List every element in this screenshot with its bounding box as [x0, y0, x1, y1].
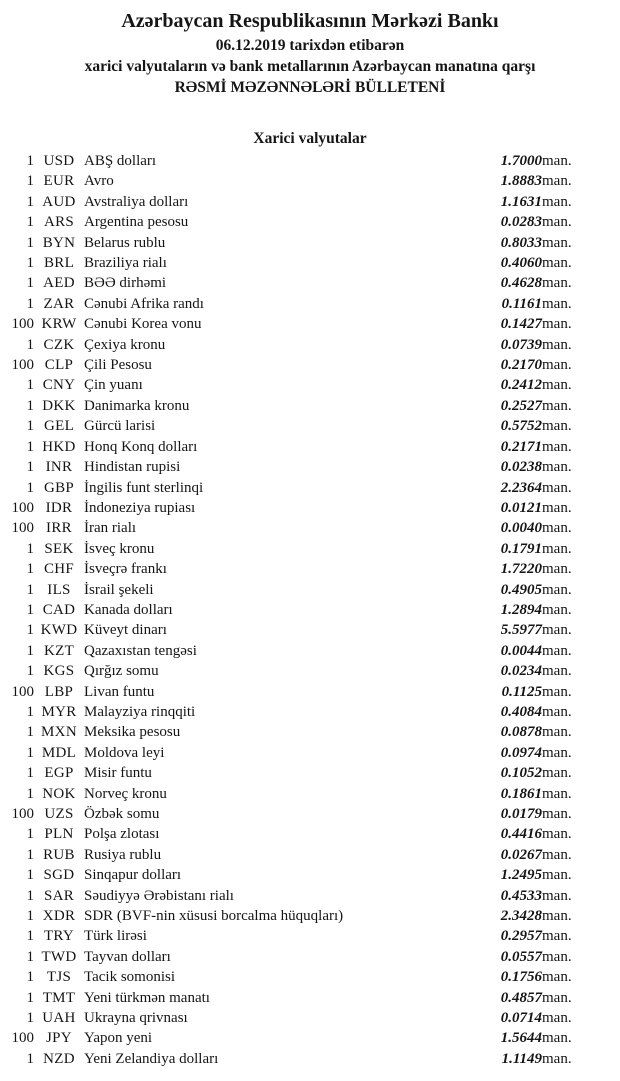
currency-quantity: 1 [26, 214, 34, 231]
currency-row [0, 845, 620, 865]
rate-value: 2.3428 [500, 908, 542, 925]
currency-quantity: 1 [26, 1050, 34, 1067]
rate-unit: man. [542, 397, 572, 414]
rate-value: 0.0974 [500, 744, 542, 761]
currency-code: UZS [44, 806, 74, 822]
currency-quantity: 1 [26, 785, 34, 802]
rate-unit: man. [542, 193, 572, 210]
currency-quantity: 1 [26, 377, 34, 394]
currency-quantity: 1 [26, 846, 34, 863]
rate-value: 0.1125 [501, 683, 542, 700]
rate-value: 1.7220 [500, 561, 542, 578]
rate-unit: man. [542, 357, 572, 374]
currency-quantity: 1 [26, 826, 34, 843]
currency-code: TWD [41, 948, 77, 965]
currency-row [0, 518, 620, 538]
currency-code: MXN [41, 724, 77, 741]
rate-unit: man. [542, 459, 572, 476]
currency-code: GBP [43, 479, 75, 496]
currency-row [0, 967, 620, 987]
rate-unit: man. [542, 275, 572, 292]
currency-name: Argentina pesosu [84, 214, 189, 231]
currency-code: EUR [43, 173, 75, 190]
currency-code: AED [43, 275, 75, 292]
rate-unit: man. [542, 153, 572, 169]
rate-unit: man. [542, 908, 572, 925]
currency-rates-body [0, 151, 620, 1069]
rate-value: 0.1756 [500, 969, 542, 986]
rate-unit: man. [542, 826, 572, 843]
currency-name: Malayziya rinqqiti [84, 703, 196, 720]
rate-value: 0.0267 [500, 846, 542, 863]
currency-code: EGP [44, 765, 74, 782]
currency-quantity: 1 [26, 867, 34, 884]
currency-row [0, 151, 620, 171]
currency-row [0, 947, 620, 967]
currency-name: Çin yuanı [84, 377, 143, 394]
rate-unit: man. [542, 846, 572, 863]
currency-code: NOK [42, 785, 76, 802]
bulletin-subtitle: xarici valyutaların və bank metallarının Azərbaycan manatına qarşı [84, 58, 536, 75]
rate-unit: man. [542, 520, 572, 537]
rate-unit: man. [542, 806, 572, 822]
currency-quantity: 1 [26, 969, 34, 986]
rate-unit: man. [542, 928, 572, 945]
currency-row [0, 314, 620, 334]
currency-quantity: 1 [26, 765, 34, 782]
currency-code: MDL [41, 744, 77, 761]
currency-code: INR [45, 459, 73, 476]
currency-row [0, 355, 620, 375]
currency-code: UAH [42, 1010, 76, 1027]
rate-unit: man. [542, 989, 572, 1006]
currency-row [0, 294, 620, 314]
rate-value: 5.5977 [500, 622, 542, 639]
rate-unit: man. [542, 173, 572, 190]
rate-unit: man. [542, 622, 572, 639]
rate-value: 0.8033 [500, 234, 542, 251]
currency-name: İndoneziya rupiası [84, 499, 196, 516]
rate-value: 1.1631 [500, 193, 542, 210]
currency-row [0, 906, 620, 926]
currency-code: ARS [43, 214, 75, 231]
currency-code: ZAR [43, 295, 75, 312]
rate-value: 0.1427 [500, 316, 542, 333]
currency-code: USD [43, 153, 75, 169]
currency-name: İsrail şekeli [84, 581, 154, 598]
currency-row [0, 580, 620, 600]
currency-code: JPY [46, 1030, 72, 1047]
currency-code: IRR [46, 520, 72, 537]
bulletin-title: RƏSMİ MƏZƏNNƏLƏRİ BÜLLETENİ [174, 79, 446, 96]
rate-value: 0.1791 [500, 540, 542, 557]
currency-quantity: 100 [11, 1030, 34, 1047]
currency-row [0, 192, 620, 212]
rate-value: 0.0739 [500, 336, 542, 353]
currency-code: KRW [41, 316, 77, 333]
rate-unit: man. [542, 663, 572, 680]
currency-code: SGD [43, 867, 75, 884]
currency-code: CAD [42, 601, 76, 618]
rate-value: 1.5644 [500, 1030, 542, 1047]
currency-row [0, 784, 620, 804]
currency-name: Ukrayna qrivnası [84, 1010, 188, 1027]
currency-code: MYR [41, 703, 77, 720]
bulletin-header [0, 8, 620, 98]
currency-name: İran rialı [84, 520, 137, 537]
currency-code: NZD [43, 1050, 75, 1067]
currency-name: Hindistan rupisi [84, 459, 181, 476]
rate-unit: man. [542, 255, 572, 272]
currency-row [0, 212, 620, 232]
currency-name: Norveç kronu [84, 785, 167, 802]
currency-name: Tacik somonisi [84, 969, 176, 986]
currency-row [0, 763, 620, 783]
currency-row [0, 335, 620, 355]
rate-value: 1.8883 [500, 173, 542, 190]
currency-row [0, 559, 620, 579]
currency-name: Yapon yeni [84, 1030, 153, 1047]
currency-name: Cənubi Afrika randı [84, 295, 204, 312]
currency-quantity: 1 [26, 622, 34, 639]
currency-code: CZK [43, 336, 75, 353]
currency-name: İsveçrə frankı [84, 561, 167, 578]
rate-unit: man. [542, 540, 572, 557]
currency-row [0, 702, 620, 722]
currency-quantity: 1 [26, 663, 34, 680]
currency-name: Rusiya rublu [84, 846, 162, 863]
currency-row [0, 437, 620, 457]
currency-quantity: 1 [26, 173, 34, 190]
currency-quantity: 100 [11, 357, 34, 374]
currency-name: ABŞ dolları [84, 153, 157, 169]
currency-quantity: 1 [26, 438, 34, 455]
currency-quantity: 1 [26, 275, 34, 292]
currency-row [0, 539, 620, 559]
currency-row [0, 926, 620, 946]
rate-value: 0.5752 [500, 418, 542, 435]
currency-code: ILS [47, 581, 71, 598]
currency-name: Səudiyyə Ərəbistanı rialı [84, 887, 234, 904]
currency-name: Qırğız somu [84, 663, 159, 680]
rate-unit: man. [542, 336, 572, 353]
currency-quantity: 1 [26, 989, 34, 1006]
rate-unit: man. [542, 479, 572, 496]
currency-code: KZT [43, 642, 75, 659]
currency-code: CNY [42, 377, 76, 394]
currency-quantity: 1 [26, 336, 34, 353]
currency-row [0, 273, 620, 293]
currency-code: SEK [44, 540, 74, 557]
currency-name: Danimarka kronu [84, 397, 190, 414]
currency-name: İngilis funt sterlinqi [84, 479, 204, 496]
currency-name: Misir funtu [84, 765, 152, 782]
currency-quantity: 1 [26, 642, 34, 659]
currency-code: DKK [42, 397, 76, 414]
currency-row [0, 682, 620, 702]
rate-value: 0.0234 [500, 663, 542, 680]
currency-quantity: 1 [26, 255, 34, 272]
currency-name: Yeni türkmən manatı [84, 989, 210, 1006]
currency-name: Moldova leyi [84, 744, 165, 761]
currency-quantity: 1 [26, 295, 34, 312]
currency-name: Kanada dolları [84, 601, 173, 618]
currency-name: Özbək somu [84, 806, 160, 822]
currency-row [0, 661, 620, 681]
rate-value: 0.0044 [500, 642, 542, 659]
rate-value: 0.2412 [500, 377, 542, 394]
rate-unit: man. [542, 887, 572, 904]
currency-code: HKD [42, 438, 76, 455]
rate-value: 1.2894 [500, 601, 542, 618]
rate-unit: man. [542, 642, 572, 659]
rate-value: 1.1149 [501, 1050, 542, 1067]
currency-row [0, 396, 620, 416]
rate-unit: man. [542, 561, 572, 578]
currency-row [0, 253, 620, 273]
rate-unit: man. [542, 499, 572, 516]
currency-name: Meksika pesosu [84, 724, 181, 741]
rate-unit: man. [542, 1050, 572, 1067]
section-title-foreign-currencies: Xarici valyutalar [253, 130, 367, 147]
currency-row [0, 1008, 620, 1028]
rate-value: 0.2170 [500, 357, 542, 374]
currency-code: SAR [43, 887, 75, 904]
rate-value: 0.4533 [500, 887, 542, 904]
currency-row [0, 1049, 620, 1069]
rate-unit: man. [542, 601, 572, 618]
rate-unit: man. [542, 295, 572, 312]
currency-name: Yeni Zelandiya dolları [84, 1050, 219, 1067]
currency-quantity: 1 [26, 397, 34, 414]
currency-name: Tayvan dolları [84, 948, 171, 965]
rate-unit: man. [542, 438, 572, 455]
rate-value: 0.2527 [500, 397, 542, 414]
rate-unit: man. [542, 867, 572, 884]
currency-row [0, 824, 620, 844]
currency-row [0, 743, 620, 763]
rate-value: 1.7000 [500, 153, 542, 169]
currency-code: CHF [43, 561, 75, 578]
currency-row [0, 416, 620, 436]
currency-quantity: 1 [26, 1010, 34, 1027]
currency-row [0, 171, 620, 191]
currency-row [0, 886, 620, 906]
currency-name: SDR (BVF-nin xüsusi borcalma hüquqları) [84, 908, 344, 925]
currency-quantity: 1 [26, 234, 34, 251]
rate-value: 0.0238 [500, 459, 542, 476]
currency-row [0, 620, 620, 640]
rate-unit: man. [542, 683, 572, 700]
currency-quantity: 1 [26, 418, 34, 435]
currency-quantity: 100 [11, 806, 34, 822]
currency-code: TJS [46, 969, 72, 986]
currency-quantity: 1 [26, 724, 34, 741]
currency-name: Avro [84, 173, 114, 190]
currency-code: RUB [43, 846, 75, 863]
rate-value: 0.0283 [500, 214, 542, 231]
currency-quantity: 1 [26, 887, 34, 904]
currency-name: İsveç kronu [84, 540, 155, 557]
currency-name: Gürcü larisi [84, 418, 156, 435]
currency-quantity: 1 [26, 601, 34, 618]
rate-value: 0.0714 [500, 1010, 542, 1027]
bulletin-page [0, 8, 620, 1081]
rate-value: 0.4084 [500, 703, 542, 720]
currency-quantity: 1 [26, 744, 34, 761]
currency-row [0, 375, 620, 395]
currency-name: Avstraliya dolları [84, 193, 189, 210]
currency-name: Türk lirəsi [84, 928, 147, 945]
currency-code: KWD [40, 622, 78, 639]
rate-value: 0.4628 [500, 275, 542, 292]
currency-code: TRY [43, 928, 75, 945]
rate-unit: man. [542, 948, 572, 965]
rate-unit: man. [542, 744, 572, 761]
currency-name: Belarus rublu [84, 234, 166, 251]
currency-name: Çili Pesosu [84, 357, 152, 374]
rate-value: 0.4905 [500, 581, 542, 598]
currency-quantity: 1 [26, 928, 34, 945]
currency-row [0, 804, 620, 824]
rate-value: 0.0121 [500, 499, 542, 516]
currency-name: Cənubi Korea vonu [84, 316, 202, 333]
currency-name: Braziliya rialı [84, 255, 167, 272]
rate-value: 2.2364 [500, 479, 542, 496]
currency-code: CLP [44, 357, 74, 374]
currency-code: PLN [44, 826, 74, 843]
currency-name: Sinqapur dolları [84, 867, 182, 884]
rate-value: 0.2957 [500, 928, 542, 945]
currency-name: Honq Konq dolları [84, 438, 198, 455]
rate-value: 0.2171 [500, 438, 542, 455]
rate-value: 0.4416 [500, 826, 542, 843]
rate-value: 0.4060 [500, 255, 542, 272]
currency-code: XDR [42, 908, 76, 925]
rate-unit: man. [542, 724, 572, 741]
currency-code: BYN [42, 234, 76, 251]
rate-unit: man. [542, 234, 572, 251]
currency-code: TMT [42, 989, 76, 1006]
rate-unit: man. [542, 214, 572, 231]
rate-unit: man. [542, 969, 572, 986]
effective-date: 06.12.2019 tarixdən etibarən [215, 37, 405, 54]
currency-quantity: 1 [26, 459, 34, 476]
currency-row [0, 478, 620, 498]
rate-unit: man. [542, 316, 572, 333]
currency-code: KGS [43, 663, 75, 680]
currency-rates-table [0, 151, 620, 1069]
currency-name: BƏƏ dirhəmi [84, 275, 167, 292]
currency-row [0, 600, 620, 620]
bank-title: Azərbaycan Respublikasının Mərkəzi Bankı [121, 10, 499, 32]
currency-quantity: 1 [26, 703, 34, 720]
currency-code: GEL [43, 418, 75, 435]
rate-value: 0.1861 [500, 785, 542, 802]
currency-quantity: 1 [26, 908, 34, 925]
rate-unit: man. [542, 785, 572, 802]
rate-unit: man. [542, 377, 572, 394]
currency-name: Livan funtu [84, 683, 155, 700]
rate-value: 0.0557 [500, 948, 542, 965]
currency-row [0, 457, 620, 477]
currency-row [0, 722, 620, 742]
currency-quantity: 1 [26, 948, 34, 965]
currency-quantity: 1 [26, 153, 34, 169]
rate-value: 0.1052 [500, 765, 542, 782]
currency-name: Qazaxıstan tengəsi [84, 642, 197, 659]
currency-row [0, 641, 620, 661]
currency-name: Küveyt dinarı [84, 622, 167, 639]
currency-name: Polşa zlotası [84, 826, 160, 843]
rate-unit: man. [542, 703, 572, 720]
rate-value: 0.1161 [501, 295, 542, 312]
rate-value: 0.0040 [500, 520, 542, 537]
currency-quantity: 1 [26, 561, 34, 578]
currency-row [0, 865, 620, 885]
currency-row [0, 988, 620, 1008]
currency-code: BRL [43, 255, 75, 272]
currency-quantity: 100 [11, 520, 34, 537]
currency-code: LBP [44, 683, 74, 700]
rate-unit: man. [542, 1030, 572, 1047]
rate-unit: man. [542, 418, 572, 435]
currency-quantity: 1 [26, 581, 34, 598]
rate-unit: man. [542, 1010, 572, 1027]
rate-unit: man. [542, 581, 572, 598]
currency-code: IDR [45, 499, 73, 516]
currency-row [0, 233, 620, 253]
currency-quantity: 1 [26, 193, 34, 210]
rate-unit: man. [542, 765, 572, 782]
currency-quantity: 100 [11, 499, 34, 516]
currency-row [0, 1028, 620, 1048]
rate-value: 1.2495 [500, 867, 542, 884]
rate-value: 0.4857 [500, 989, 542, 1006]
currency-row [0, 498, 620, 518]
currency-quantity: 1 [26, 479, 34, 496]
currency-code: AUD [42, 193, 76, 210]
rate-value: 0.0179 [500, 806, 542, 822]
currency-quantity: 1 [26, 540, 34, 557]
currency-name: Çexiya kronu [84, 336, 166, 353]
currency-quantity: 100 [11, 316, 34, 333]
rate-value: 0.0878 [500, 724, 542, 741]
currency-quantity: 100 [11, 683, 34, 700]
